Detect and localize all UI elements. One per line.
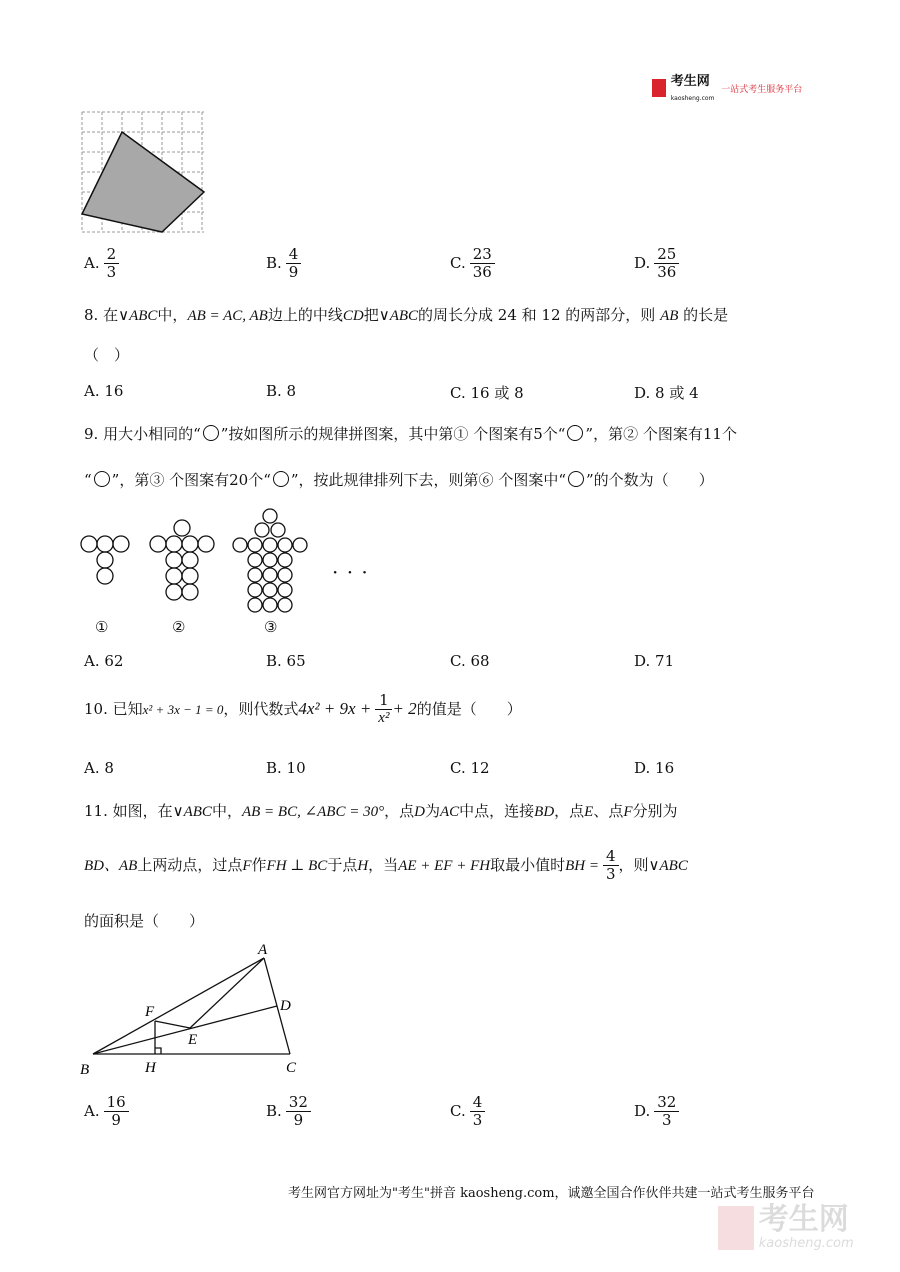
q9-option-c[interactable]: C. 68 bbox=[450, 652, 490, 670]
label-e: E bbox=[188, 1032, 198, 1048]
q7-grid-figure bbox=[80, 110, 210, 235]
q9-ellipsis: · · · bbox=[332, 560, 369, 584]
q11-stem-line1: 11. 如图，在∨ABC中，AB = BC, ∠ABC = 30°，点D为AC中点，连接BD，点E、点F分别为 bbox=[84, 802, 678, 820]
label-d: D bbox=[280, 998, 291, 1014]
q8-option-b[interactable]: B. 8 bbox=[266, 382, 297, 400]
q9-stem-line1: 9. 用大小相同的“ ”按如图所示的规律拼图案，其中第① 个图案有5个“ ”，第② 个图案有11个 bbox=[84, 425, 737, 443]
circle-icon bbox=[203, 425, 219, 441]
q8-option-c[interactable]: C. 16 或 8 bbox=[450, 384, 524, 402]
label-f: F bbox=[145, 1004, 155, 1020]
logo-sub: kaosheng.com bbox=[670, 95, 715, 102]
q9-option-d[interactable]: D. 71 bbox=[634, 652, 675, 670]
logo-icon bbox=[652, 79, 666, 97]
q11-option-a[interactable]: A. $\frac{16}{9}$ bbox=[84, 1094, 129, 1130]
q7-option-d[interactable]: D. $\frac{25}{36}$ bbox=[634, 246, 679, 282]
q10-option-d[interactable]: D. 16 bbox=[634, 759, 675, 777]
q10-option-b[interactable]: B. 10 bbox=[266, 759, 306, 777]
q9-stem-line2: “ ”，第③ 个图案有20个“ ”，按此规律排列下去，则第⑥ 个图案中“ ”的个数为（ ） bbox=[84, 471, 714, 489]
watermark-text: 考生网 bbox=[758, 1202, 849, 1237]
q11-stem-line2: BD、AB上两动点，过点F作FH ⊥ BC于点H，当AE + EF + FH取最小值时BH = $\frac{4}{3}$ ，则∨ABC bbox=[84, 847, 688, 884]
footer-text: 考生网官方网址为"考生"拼音 kaosheng.com，诚邀全国合作伙伴共建一站式考生服务平台 bbox=[288, 1186, 815, 1201]
q11-stem-line3: 的面积是（ ） bbox=[84, 912, 205, 930]
q10-option-c[interactable]: C. 12 bbox=[450, 759, 490, 777]
q9-label-2: ② bbox=[172, 618, 186, 636]
header-logo bbox=[652, 73, 803, 102]
q8-option-a[interactable]: A. 16 bbox=[84, 382, 124, 400]
header-slogan: 一站式考生服务平台 bbox=[721, 84, 803, 95]
q7-option-b[interactable]: B. $\frac{4}{9}$ bbox=[266, 246, 301, 282]
q10-option-a[interactable]: A. 8 bbox=[84, 759, 114, 777]
q7-option-a[interactable]: A. $\frac{2}{3}$ bbox=[84, 246, 119, 282]
watermark-sub: kaosheng.com bbox=[758, 1236, 854, 1251]
logo-text: 考生网 bbox=[670, 74, 710, 89]
label-c: C bbox=[286, 1060, 297, 1076]
q11-option-c[interactable]: C. $\frac{4}{3}$ bbox=[450, 1094, 485, 1130]
q9-option-a[interactable]: A. 62 bbox=[84, 652, 124, 670]
circle-icon bbox=[568, 471, 584, 487]
q8-stem: 8. 在∨ABC中，AB = AC, AB边上的中线CD把∨ABC的周长分成 24 和 12 的两部分，则 AB 的长是 bbox=[84, 306, 729, 324]
q7-shaded-quadrilateral bbox=[82, 132, 204, 232]
label-a: A bbox=[258, 942, 268, 958]
q11-triangle-figure bbox=[78, 938, 308, 1078]
watermark-icon bbox=[718, 1206, 754, 1250]
q9-option-b[interactable]: B. 65 bbox=[266, 652, 306, 670]
watermark-logo bbox=[718, 1202, 854, 1251]
circle-icon bbox=[94, 471, 110, 487]
label-b: B bbox=[80, 1062, 90, 1078]
q7-option-c[interactable]: C. $\frac{23}{36}$ bbox=[450, 246, 495, 282]
circle-icon bbox=[273, 471, 289, 487]
q9-label-3: ③ bbox=[264, 618, 278, 636]
q11-option-d[interactable]: D. $\frac{32}{3}$ bbox=[634, 1094, 679, 1130]
q11-option-b[interactable]: B. $\frac{32}{9}$ bbox=[266, 1094, 311, 1130]
q8-paren: （ ） bbox=[84, 346, 130, 364]
q9-label-1: ① bbox=[95, 618, 109, 636]
q10-stem: 10. 已知x² + 3x − 1 = 0，则代数式4x² + 9x + $\frac{1}{\text{x²}}$ + 2的值是（ ） bbox=[84, 691, 522, 727]
q8-option-d[interactable]: D. 8 或 4 bbox=[634, 384, 699, 402]
label-h: H bbox=[145, 1060, 156, 1076]
circle-icon bbox=[567, 425, 583, 441]
